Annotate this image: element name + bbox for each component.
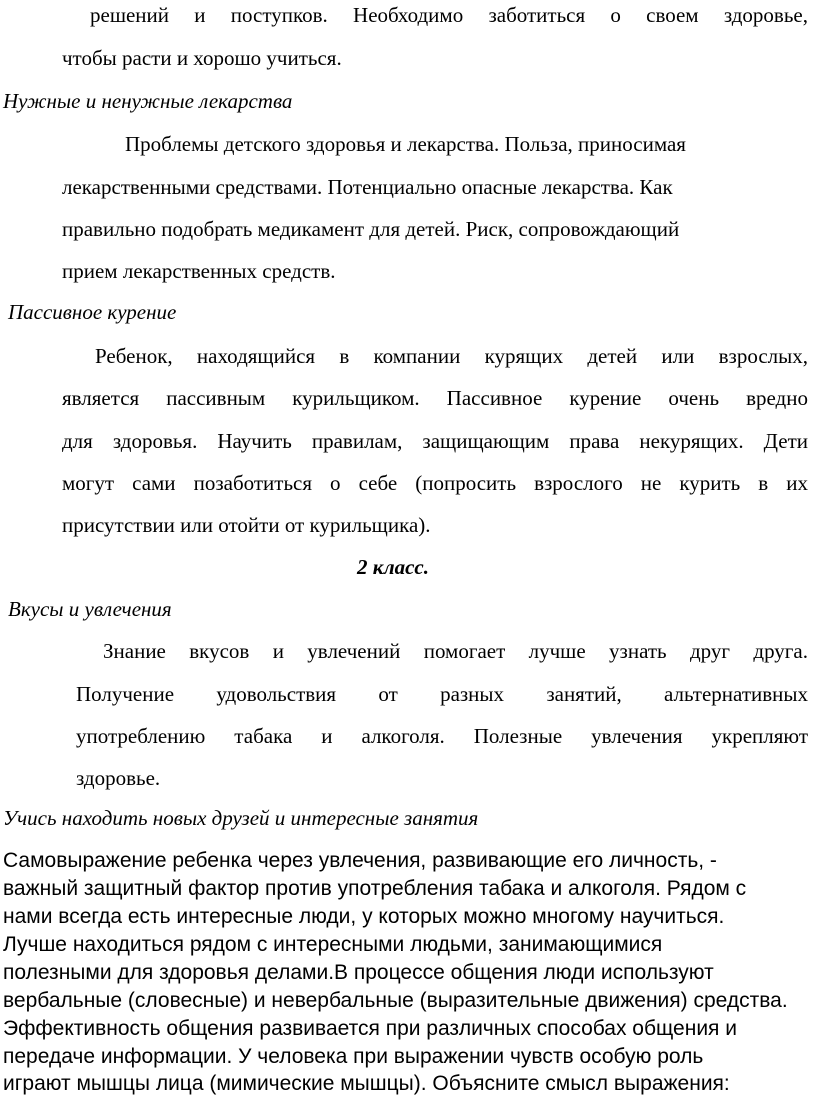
section-heading-new-friends: Учись находить новых друзей и интересные занятия	[3, 806, 479, 830]
paragraph-line: является пассивным курильщиком. Пассивное курение очень вредно	[62, 386, 808, 410]
paragraph-line: присутствии или отойти от курильщика).	[62, 513, 431, 537]
grade-title: 2 класс.	[357, 555, 429, 579]
paragraph-line: нами всегда есть интересные люди, у которых можно многому научиться.	[3, 905, 725, 928]
section-heading-passive-smoking: Пассивное курение	[8, 300, 177, 324]
paragraph-line: Самовыражение ребенка через увлечения, развивающие его личность, -	[3, 849, 717, 872]
paragraph-line: лекарственными средствами. Потенциально опасные лекарства. Как	[62, 175, 673, 199]
section-heading-hobbies: Вкусы и увлечения	[8, 597, 172, 621]
paragraph-line: употреблению табака и алкоголя. Полезные увлечения укрепляют	[76, 724, 808, 748]
paragraph-line: Эффективность общения развивается при различных способах общения и	[3, 1017, 737, 1040]
paragraph-line: для здоровья. Научить правилам, защищающим права некурящих. Дети	[62, 429, 808, 453]
paragraph-line: правильно подобрать медикамент для детей. Риск, сопровождающий	[62, 217, 680, 241]
section-heading-medicines: Нужные и ненужные лекарства	[3, 89, 293, 113]
intro-line-2: чтобы расти и хорошо учиться.	[62, 46, 342, 70]
paragraph-line: прием лекарственных средств.	[62, 259, 336, 283]
paragraph-line: играют мышцы лица (мимические мышцы). Объясните смысл выражения:	[3, 1072, 730, 1095]
paragraph-line: Ребенок, находящийся в компании курящих детей или взрослых,	[95, 344, 808, 368]
paragraph-line: передаче информации. У человека при выражении чувств особую роль	[3, 1045, 704, 1068]
paragraph-line: Получение удовольствия от разных занятий, альтернативных	[76, 682, 808, 706]
paragraph-line: вербальные (словесные) и невербальные (выразительные движения) средства.	[3, 989, 788, 1012]
paragraph-line: полезными для здоровья делами.В процессе общения люди используют	[3, 961, 714, 984]
paragraph-line: важный защитный фактор против употребления табака и алкоголя. Рядом с	[3, 877, 747, 900]
intro-line-1: решений и поступков. Необходимо заботиться о своем здоровье,	[90, 3, 808, 27]
paragraph-line: Знание вкусов и увлечений помогает лучше узнать друг друга.	[103, 639, 808, 663]
paragraph-line: могут сами позаботиться о себе (попросить взрослого не курить в их	[62, 471, 808, 495]
paragraph-line: Лучше находиться рядом с интересными людьми, занимающимися	[3, 933, 663, 956]
paragraph-line: здоровье.	[76, 766, 161, 790]
paragraph-line: Проблемы детского здоровья и лекарства. Польза, приносимая	[125, 132, 686, 156]
